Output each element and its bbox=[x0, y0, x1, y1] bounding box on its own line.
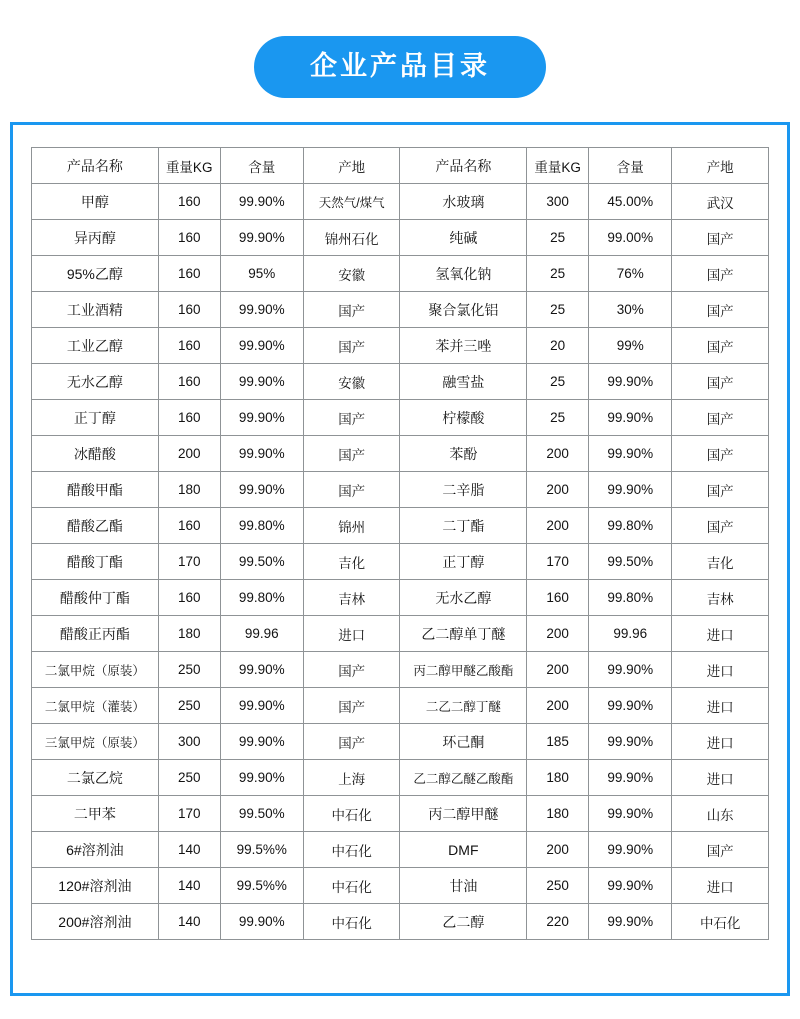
cell-purity-2: 99.90% bbox=[589, 652, 672, 688]
table-row bbox=[32, 688, 769, 724]
cell-weight-1: 180 bbox=[158, 472, 220, 508]
cell-weight-2: 200 bbox=[527, 508, 589, 544]
cell-purity-2: 99.90% bbox=[589, 796, 672, 832]
table-row bbox=[32, 364, 769, 400]
cell-purity-2: 99.90% bbox=[589, 868, 672, 904]
table-head bbox=[32, 148, 769, 184]
cell-product-name-1: 醋酸正丙酯 bbox=[32, 616, 159, 652]
cell-origin-2: 国产 bbox=[672, 220, 769, 256]
cell-origin-1: 国产 bbox=[303, 472, 400, 508]
cell-purity-2: 99.90% bbox=[589, 436, 672, 472]
cell-weight-2: 170 bbox=[527, 544, 589, 580]
cell-origin-1: 进口 bbox=[303, 616, 400, 652]
cell-origin-1: 国产 bbox=[303, 292, 400, 328]
cell-origin-2: 进口 bbox=[672, 760, 769, 796]
cell-weight-1: 140 bbox=[158, 868, 220, 904]
cell-origin-2: 国产 bbox=[672, 364, 769, 400]
cell-weight-1: 250 bbox=[158, 688, 220, 724]
table-row bbox=[32, 580, 769, 616]
cell-purity-2: 30% bbox=[589, 292, 672, 328]
cell-product-name-1: 冰醋酸 bbox=[32, 436, 159, 472]
cell-product-name-2: 氢氧化钠 bbox=[400, 256, 527, 292]
table-row bbox=[32, 436, 769, 472]
cell-purity-1: 95% bbox=[220, 256, 303, 292]
column-header-origin-1: 产地 bbox=[303, 148, 400, 184]
cell-purity-1: 99.96 bbox=[220, 616, 303, 652]
cell-weight-1: 160 bbox=[158, 292, 220, 328]
cell-purity-2: 99.50% bbox=[589, 544, 672, 580]
cell-purity-2: 99.90% bbox=[589, 904, 672, 940]
cell-product-name-2: 聚合氯化铝 bbox=[400, 292, 527, 328]
cell-product-name-1: 二氯甲烷（灌装） bbox=[32, 688, 159, 724]
table-header-row bbox=[32, 148, 769, 184]
cell-origin-1: 中石化 bbox=[303, 868, 400, 904]
cell-product-name-2: 丙二醇甲醚乙酸酯 bbox=[400, 652, 527, 688]
cell-product-name-2: 苯酚 bbox=[400, 436, 527, 472]
cell-purity-2: 99.90% bbox=[589, 724, 672, 760]
cell-purity-2: 99.80% bbox=[589, 580, 672, 616]
cell-weight-2: 200 bbox=[527, 472, 589, 508]
cell-purity-1: 99.90% bbox=[220, 652, 303, 688]
cell-weight-2: 160 bbox=[527, 580, 589, 616]
cell-origin-1: 国产 bbox=[303, 688, 400, 724]
cell-purity-1: 99.80% bbox=[220, 580, 303, 616]
cell-origin-2: 山东 bbox=[672, 796, 769, 832]
table-row bbox=[32, 328, 769, 364]
cell-product-name-2: 乙二醇乙醚乙酸酯 bbox=[400, 760, 527, 796]
cell-weight-2: 220 bbox=[527, 904, 589, 940]
cell-product-name-1: 工业酒精 bbox=[32, 292, 159, 328]
cell-purity-2: 45.00% bbox=[589, 184, 672, 220]
cell-origin-2: 国产 bbox=[672, 292, 769, 328]
table-row bbox=[32, 724, 769, 760]
cell-origin-2: 进口 bbox=[672, 688, 769, 724]
cell-purity-2: 99.90% bbox=[589, 688, 672, 724]
table-row bbox=[32, 796, 769, 832]
cell-product-name-1: 甲醇 bbox=[32, 184, 159, 220]
cell-product-name-1: 二氯甲烷（原装） bbox=[32, 652, 159, 688]
cell-origin-2: 国产 bbox=[672, 508, 769, 544]
cell-product-name-1: 三氯甲烷（原装） bbox=[32, 724, 159, 760]
cell-product-name-2: 乙二醇单丁醚 bbox=[400, 616, 527, 652]
cell-product-name-1: 二氯乙烷 bbox=[32, 760, 159, 796]
cell-product-name-2: DMF bbox=[400, 832, 527, 868]
cell-origin-1: 吉化 bbox=[303, 544, 400, 580]
cell-purity-2: 99.90% bbox=[589, 832, 672, 868]
cell-weight-2: 200 bbox=[527, 436, 589, 472]
cell-origin-1: 安徽 bbox=[303, 364, 400, 400]
cell-origin-1: 国产 bbox=[303, 328, 400, 364]
cell-origin-1: 国产 bbox=[303, 652, 400, 688]
table-row bbox=[32, 760, 769, 796]
table-row bbox=[32, 544, 769, 580]
cell-purity-2: 99% bbox=[589, 328, 672, 364]
cell-product-name-1: 醋酸仲丁酯 bbox=[32, 580, 159, 616]
column-header-origin-2: 产地 bbox=[672, 148, 769, 184]
cell-purity-2: 99.90% bbox=[589, 760, 672, 796]
cell-origin-1: 国产 bbox=[303, 436, 400, 472]
cell-origin-2: 武汉 bbox=[672, 184, 769, 220]
column-header-weight-2: 重量KG bbox=[527, 148, 589, 184]
cell-weight-1: 160 bbox=[158, 184, 220, 220]
table-row bbox=[32, 472, 769, 508]
cell-weight-2: 200 bbox=[527, 616, 589, 652]
cell-purity-1: 99.5%% bbox=[220, 868, 303, 904]
table-body bbox=[32, 184, 769, 940]
cell-origin-1: 中石化 bbox=[303, 796, 400, 832]
cell-weight-1: 170 bbox=[158, 796, 220, 832]
cell-product-name-1: 异丙醇 bbox=[32, 220, 159, 256]
table-row bbox=[32, 184, 769, 220]
column-header-purity-1: 含量 bbox=[220, 148, 303, 184]
cell-weight-2: 25 bbox=[527, 364, 589, 400]
cell-origin-1: 上海 bbox=[303, 760, 400, 796]
cell-purity-1: 99.90% bbox=[220, 724, 303, 760]
table-row bbox=[32, 652, 769, 688]
cell-purity-1: 99.90% bbox=[220, 688, 303, 724]
product-table bbox=[31, 147, 769, 940]
cell-purity-1: 99.90% bbox=[220, 328, 303, 364]
table-row bbox=[32, 220, 769, 256]
cell-product-name-2: 乙二醇 bbox=[400, 904, 527, 940]
cell-purity-2: 99.96 bbox=[589, 616, 672, 652]
cell-origin-2: 国产 bbox=[672, 400, 769, 436]
cell-weight-1: 140 bbox=[158, 832, 220, 868]
cell-purity-1: 99.90% bbox=[220, 292, 303, 328]
cell-origin-2: 国产 bbox=[672, 472, 769, 508]
cell-origin-1: 国产 bbox=[303, 724, 400, 760]
cell-weight-2: 185 bbox=[527, 724, 589, 760]
cell-purity-2: 99.90% bbox=[589, 364, 672, 400]
cell-weight-1: 160 bbox=[158, 220, 220, 256]
cell-product-name-1: 正丁醇 bbox=[32, 400, 159, 436]
cell-purity-1: 99.90% bbox=[220, 184, 303, 220]
cell-weight-2: 200 bbox=[527, 652, 589, 688]
cell-weight-2: 25 bbox=[527, 256, 589, 292]
catalog-frame bbox=[10, 122, 790, 996]
cell-purity-1: 99.90% bbox=[220, 220, 303, 256]
cell-product-name-2: 甘油 bbox=[400, 868, 527, 904]
cell-origin-2: 中石化 bbox=[672, 904, 769, 940]
cell-origin-2: 进口 bbox=[672, 616, 769, 652]
cell-purity-1: 99.90% bbox=[220, 760, 303, 796]
page-title: 企业产品目录 bbox=[254, 36, 546, 98]
cell-product-name-2: 二辛脂 bbox=[400, 472, 527, 508]
cell-product-name-1: 醋酸丁酯 bbox=[32, 544, 159, 580]
title-section bbox=[0, 0, 800, 98]
column-header-purity-2: 含量 bbox=[589, 148, 672, 184]
cell-product-name-1: 120#溶剂油 bbox=[32, 868, 159, 904]
cell-origin-1: 中石化 bbox=[303, 904, 400, 940]
cell-product-name-2: 融雪盐 bbox=[400, 364, 527, 400]
cell-product-name-2: 纯碱 bbox=[400, 220, 527, 256]
cell-purity-1: 99.90% bbox=[220, 472, 303, 508]
cell-purity-1: 99.90% bbox=[220, 904, 303, 940]
cell-weight-1: 140 bbox=[158, 904, 220, 940]
cell-purity-1: 99.50% bbox=[220, 796, 303, 832]
cell-weight-1: 160 bbox=[158, 400, 220, 436]
cell-origin-1: 天然气/煤气 bbox=[303, 184, 400, 220]
cell-product-name-1: 无水乙醇 bbox=[32, 364, 159, 400]
cell-weight-1: 180 bbox=[158, 616, 220, 652]
table-row bbox=[32, 868, 769, 904]
cell-weight-1: 160 bbox=[158, 364, 220, 400]
column-header-product-name-2: 产品名称 bbox=[400, 148, 527, 184]
cell-weight-1: 250 bbox=[158, 760, 220, 796]
cell-weight-2: 200 bbox=[527, 832, 589, 868]
table-row bbox=[32, 616, 769, 652]
cell-purity-2: 99.90% bbox=[589, 472, 672, 508]
cell-weight-1: 300 bbox=[158, 724, 220, 760]
cell-weight-2: 20 bbox=[527, 328, 589, 364]
cell-weight-1: 200 bbox=[158, 436, 220, 472]
cell-product-name-2: 二丁酯 bbox=[400, 508, 527, 544]
cell-product-name-1: 醋酸甲酯 bbox=[32, 472, 159, 508]
cell-weight-1: 160 bbox=[158, 256, 220, 292]
cell-weight-2: 180 bbox=[527, 796, 589, 832]
column-header-weight-1: 重量KG bbox=[158, 148, 220, 184]
cell-purity-2: 99.00% bbox=[589, 220, 672, 256]
cell-weight-1: 160 bbox=[158, 580, 220, 616]
cell-purity-1: 99.5%% bbox=[220, 832, 303, 868]
cell-purity-1: 99.90% bbox=[220, 400, 303, 436]
cell-product-name-1: 醋酸乙酯 bbox=[32, 508, 159, 544]
cell-weight-2: 25 bbox=[527, 220, 589, 256]
cell-purity-2: 99.80% bbox=[589, 508, 672, 544]
cell-origin-1: 锦州 bbox=[303, 508, 400, 544]
table-row bbox=[32, 292, 769, 328]
cell-origin-1: 安徽 bbox=[303, 256, 400, 292]
cell-weight-2: 250 bbox=[527, 868, 589, 904]
cell-origin-1: 中石化 bbox=[303, 832, 400, 868]
cell-product-name-1: 200#溶剂油 bbox=[32, 904, 159, 940]
cell-purity-2: 76% bbox=[589, 256, 672, 292]
cell-product-name-2: 柠檬酸 bbox=[400, 400, 527, 436]
cell-purity-1: 99.90% bbox=[220, 436, 303, 472]
cell-origin-2: 吉化 bbox=[672, 544, 769, 580]
table-row bbox=[32, 508, 769, 544]
cell-weight-1: 170 bbox=[158, 544, 220, 580]
cell-purity-2: 99.90% bbox=[589, 400, 672, 436]
table-row bbox=[32, 256, 769, 292]
cell-product-name-2: 正丁醇 bbox=[400, 544, 527, 580]
cell-origin-1: 锦州石化 bbox=[303, 220, 400, 256]
cell-weight-1: 160 bbox=[158, 328, 220, 364]
cell-product-name-2: 二乙二醇丁醚 bbox=[400, 688, 527, 724]
cell-weight-2: 200 bbox=[527, 688, 589, 724]
cell-product-name-2: 丙二醇甲醚 bbox=[400, 796, 527, 832]
cell-product-name-2: 无水乙醇 bbox=[400, 580, 527, 616]
cell-origin-2: 国产 bbox=[672, 328, 769, 364]
table-row bbox=[32, 904, 769, 940]
cell-weight-2: 180 bbox=[527, 760, 589, 796]
cell-product-name-1: 二甲苯 bbox=[32, 796, 159, 832]
cell-purity-1: 99.90% bbox=[220, 364, 303, 400]
cell-product-name-2: 环己酮 bbox=[400, 724, 527, 760]
cell-purity-1: 99.50% bbox=[220, 544, 303, 580]
cell-product-name-2: 水玻璃 bbox=[400, 184, 527, 220]
cell-origin-1: 国产 bbox=[303, 400, 400, 436]
table-row bbox=[32, 400, 769, 436]
cell-origin-2: 进口 bbox=[672, 868, 769, 904]
cell-product-name-1: 6#溶剂油 bbox=[32, 832, 159, 868]
cell-product-name-2: 苯并三唑 bbox=[400, 328, 527, 364]
cell-product-name-1: 工业乙醇 bbox=[32, 328, 159, 364]
cell-origin-2: 进口 bbox=[672, 724, 769, 760]
table-row bbox=[32, 832, 769, 868]
cell-weight-2: 300 bbox=[527, 184, 589, 220]
cell-origin-2: 国产 bbox=[672, 256, 769, 292]
cell-origin-2: 国产 bbox=[672, 832, 769, 868]
cell-origin-1: 吉林 bbox=[303, 580, 400, 616]
cell-weight-1: 160 bbox=[158, 508, 220, 544]
column-header-product-name-1: 产品名称 bbox=[32, 148, 159, 184]
cell-origin-2: 国产 bbox=[672, 436, 769, 472]
cell-weight-2: 25 bbox=[527, 400, 589, 436]
cell-origin-2: 进口 bbox=[672, 652, 769, 688]
cell-weight-1: 250 bbox=[158, 652, 220, 688]
cell-purity-1: 99.80% bbox=[220, 508, 303, 544]
cell-weight-2: 25 bbox=[527, 292, 589, 328]
cell-product-name-1: 95%乙醇 bbox=[32, 256, 159, 292]
cell-origin-2: 吉林 bbox=[672, 580, 769, 616]
